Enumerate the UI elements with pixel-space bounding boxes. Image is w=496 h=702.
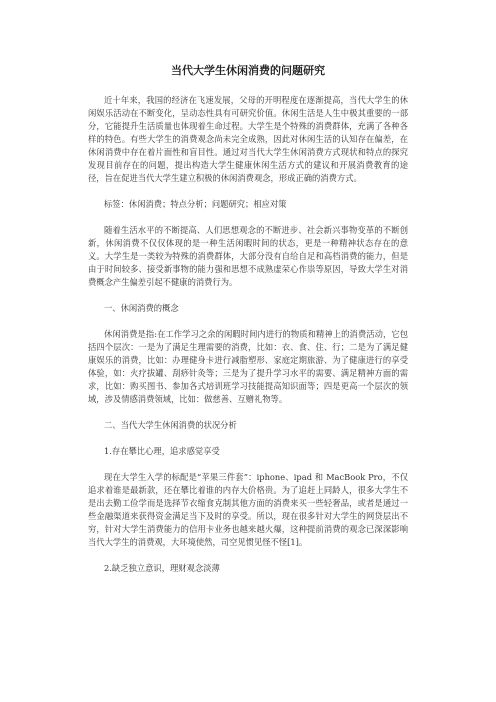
keywords-line: 标签：休闲消费；特点分析；问题研究；相应对策 bbox=[104, 199, 287, 209]
subsection-1-heading: 1.存在攀比心理，追求感觉享受 bbox=[104, 446, 220, 456]
subsection-2-heading: 2.缺乏独立意识，理财观念淡薄 bbox=[104, 563, 220, 573]
section-1-heading: 一、休闲消费的概念 bbox=[104, 303, 179, 313]
section-1-body: 休闲消费是指:在工作学习之余的闲暇时间内进行的物质和精神上的消费活动，它包括四个层次：一是为了满足生理需要的消费，比如：衣、食、住、行；二是为了满足健康娱乐的消费，比如：办理健身卡进行减脂塑形、家庭定期旅游、为了健康进行的享受体验，如：火疗拔罐、刮痧针灸等；三是为了提升学习水平的需要、满足精神方面的需求，比如：购买图书、参加各式培训班学习技能提高知识面等；四是更高一个层次的领域，涉及情感消费领域，比如：做慈善、互赠礼物等。 bbox=[88, 329, 408, 404]
abstract-paragraph: 近十年来，我国的经济在飞速发展，父母的开明程度在逐渐提高，当代大学生的休闲娱乐活动在不断变化，呈动态性具有可研究价值。休闲生活是人生中极其重要的一部分，它能提升生活质量也体现着生命过程。大学生是个特殊的消费群体，充满了各种各样的特色。有些大学生的消费观念尚未完全成熟，因此对休闲生活的认知存在偏差，在休闲消费中存在着片面性和盲目性。通过对当代大学生休闲消费方式现状和特点的探究发现目前存在的问题，提出构造大学生健康休闲生活方式的建议和开展消费教育的途径，旨在促进当代大学生建立积极的休闲消费观念，形成正确的消费方式。 bbox=[88, 95, 408, 183]
document-page bbox=[88, 64, 408, 575]
section-2-heading: 二、当代大学生休闲消费的状况分析 bbox=[104, 420, 237, 430]
subsection-1-body: 现在大学生入学的标配是“苹果三件套”：iphone、ipad 和 MacBook Pro，不仅追求着谁是最新款，还在攀比着谁的内存大价格贵。为了追赶上同龄人，很多大学生不是出去勤工俭学而是选择节衣缩食克制其他方面的消费来买一些轻奢品，或者是通过一些金融渠道来获得资金满足当下及时的享受。所以，现在很多针对大学生的网贷层出不穷，针对大学生消费能力的信用卡业务也越来越火爆，这种提前消费的观念已深深影响当代大学生的消费观，大环境使然，司空见惯见怪不怪[1]。 bbox=[88, 472, 408, 547]
page-title: 当代大学生休闲消费的问题研究 bbox=[171, 64, 325, 77]
intro-paragraph: 随着生活水平的不断提高、人们思想观念的不断进步、社会新兴事物变革的不断创新，休闲消费不仅仅体现的是一种生活闲暇时间的状态，更是一种精神状态存在的意义。大学生是一类较为特殊的消费群体，大部分没有自给自足和高档消费的能力，但是由于时间较多、接受新事物的能力强和思想不成熟虚荣心作祟等原因，导致大学生对消费概念产生偏差引起不健康的消费行为。 bbox=[88, 225, 408, 287]
